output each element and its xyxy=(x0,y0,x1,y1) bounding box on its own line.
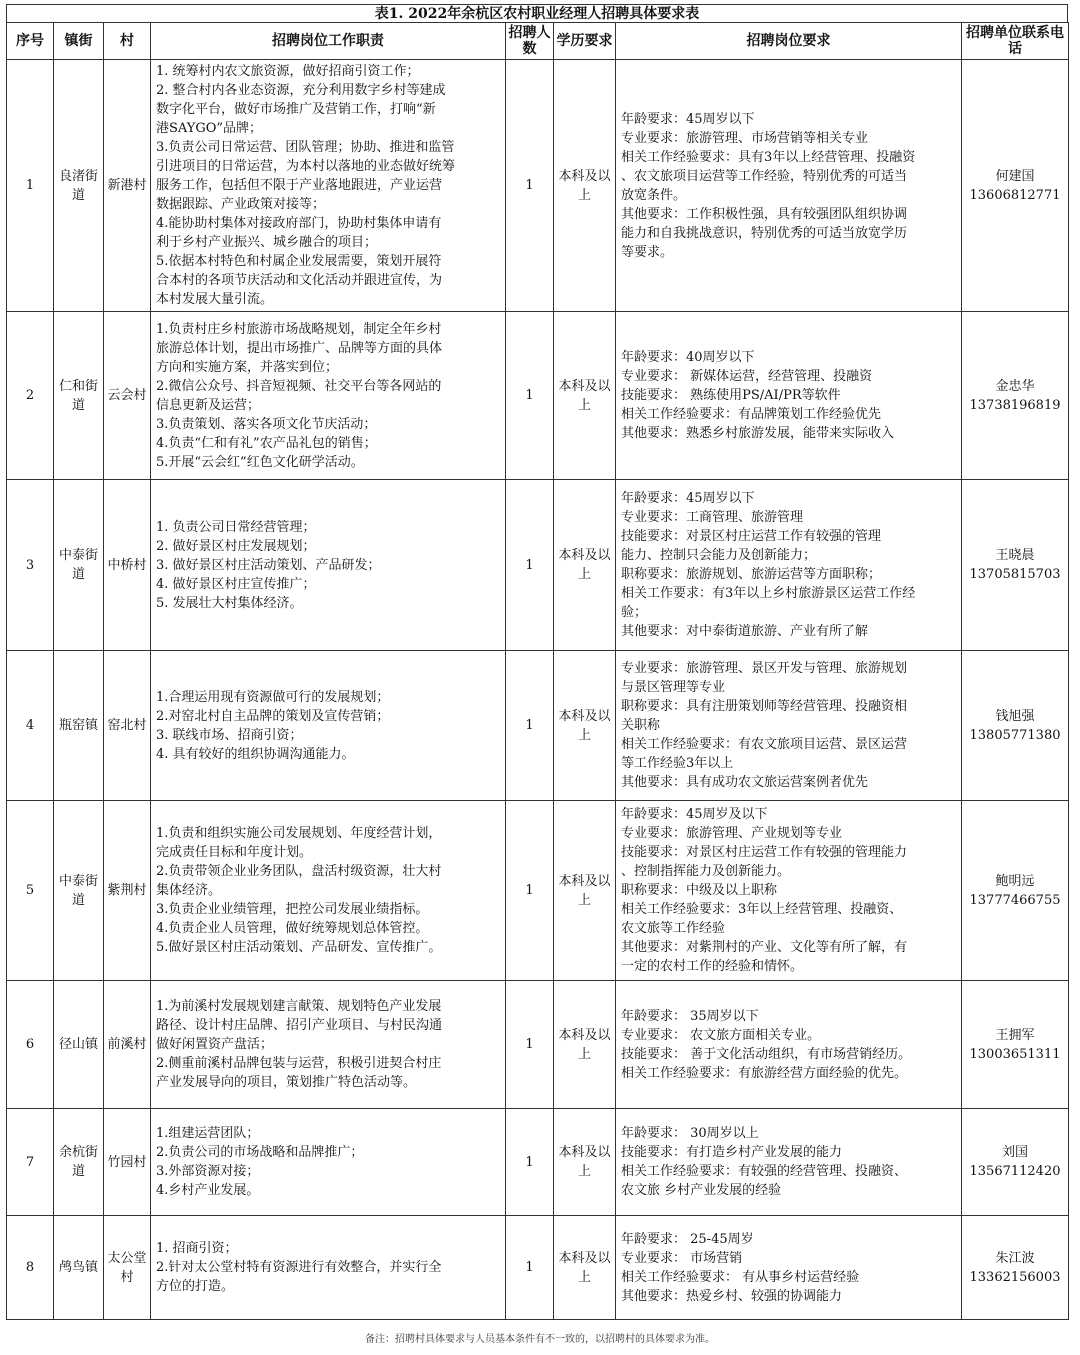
duty-line: 1. 招商引资； xyxy=(156,1241,238,1256)
duty-line: 2.负责公司的市场战略和品牌推广； xyxy=(156,1145,364,1160)
duty-line: 利于乡村产业振兴、城乡融合的项目； xyxy=(156,235,378,250)
duty-line: 数字化平台，做好市场推广及营销工作，打响“新 xyxy=(156,102,436,117)
requirement-line: 专业要求：旅游管理、景区开发与管理、旅游规划 xyxy=(621,661,908,676)
duty-line: 旅游总体计划，提出市场推广、品牌等方面的具体 xyxy=(156,340,443,356)
cell-village: 紫荆村 xyxy=(104,801,151,981)
duty-line: 2. 整合村内各业态资源，充分利用数字乡村等建成 xyxy=(156,83,446,98)
header-contact: 招聘单位联系电话 xyxy=(962,23,1069,60)
cell-contact xyxy=(962,981,1069,1109)
cell-duties xyxy=(151,312,506,480)
duty-line: 4.负责企业人员管理，做好统筹规划总体管控。 xyxy=(156,921,429,936)
duty-line: 3. 做好景区村庄活动策划、产品研发； xyxy=(156,557,381,573)
duty-line: 1.为前溪村发展规划建言献策、规划特色产业发展 xyxy=(156,999,442,1014)
cell-village: 窑北村 xyxy=(104,651,151,801)
requirement-line: 年龄要求： 25-45周岁 xyxy=(621,1231,754,1247)
cell-requirements xyxy=(616,1216,962,1320)
requirement-line: 技能要求：对景区村庄运营工作有较强的管理 xyxy=(621,529,882,544)
requirement-line: 相关工作经验要求：3年以上经营管理、投融资、 xyxy=(621,902,903,917)
cell-contact xyxy=(962,60,1069,312)
cell-town: 良渚街道 xyxy=(54,60,104,312)
requirement-line: 等要求。 xyxy=(621,244,674,260)
cell-no: 4 xyxy=(7,651,54,801)
duty-line: 2.对窑北村自主品牌的策划及宣传营销； xyxy=(156,708,390,724)
cell-village: 竹园村 xyxy=(104,1109,151,1216)
cell-edu: 本科及以上 xyxy=(554,60,616,312)
cell-town: 余杭街道 xyxy=(54,1109,104,1216)
cell-village: 新港村 xyxy=(104,60,151,312)
contact-name: 刘国 xyxy=(1001,1145,1028,1160)
duty-line: 集体经济。 xyxy=(156,883,222,898)
requirement-line: 技能要求： 善于文化活动组织，有市场营销经历。 xyxy=(621,1046,912,1062)
cell-count: 1 xyxy=(506,801,554,981)
cell-no: 3 xyxy=(7,480,54,651)
cell-contact xyxy=(962,651,1069,801)
requirement-line: 等工作经验3年以上 xyxy=(621,756,734,771)
requirement-line: 放宽条件。 xyxy=(621,187,687,203)
duty-line: 产业发展导向的项目，策划推广特色活动等。 xyxy=(156,1075,417,1090)
cell-edu: 本科及以上 xyxy=(554,651,616,801)
requirement-line: 其他要求：对紫荆村的产业、文化等有所了解，有 xyxy=(621,940,908,955)
duty-line: 3. 联线市场、招商引资； xyxy=(156,727,303,743)
duty-line: 引进项目的日常运营，为本村以落地的业态做好统筹 xyxy=(156,159,456,174)
requirement-line: 其他要求：具有成功农文旅运营案例者优先 xyxy=(621,775,869,790)
table-row xyxy=(7,981,1069,1109)
cell-no: 5 xyxy=(7,801,54,981)
duty-line: 完成责任目标和年度计划。 xyxy=(156,845,313,860)
cell-count: 1 xyxy=(506,60,554,312)
requirement-line: 相关工作经验要求：有旅游经营方面经验的优先。 xyxy=(621,1065,908,1081)
requirement-line: 技能要求： 熟练使用PS/AI/PR等软件 xyxy=(621,388,841,403)
duty-line: 数据跟踪、产业政策对接等； xyxy=(156,197,326,212)
duty-line: 3.外部资源对接； xyxy=(156,1164,260,1179)
header-edu: 学历要求 xyxy=(554,23,616,60)
duty-line: 5.依据本村特色和村属企业发展需要，策划开展符 xyxy=(156,254,442,269)
requirement-line: 年龄要求： 35周岁以下 xyxy=(621,1008,759,1024)
duty-line: 2.针对太公堂村特有资源进行有效整合，并实行全 xyxy=(156,1260,442,1275)
cell-requirements xyxy=(616,312,962,480)
cell-village: 太公堂村 xyxy=(104,1216,151,1320)
requirement-line: 、农文旅项目运营等工作经验，特别优秀的可适当 xyxy=(621,168,908,184)
cell-edu: 本科及以上 xyxy=(554,312,616,480)
contact-phone: 13567112420 xyxy=(969,1164,1061,1179)
duty-line: 服务工作，包括但不限于产业落地跟进，产业运营 xyxy=(156,178,443,193)
cell-duties xyxy=(151,981,506,1109)
contact-name: 金忠华 xyxy=(995,378,1035,394)
table-row xyxy=(7,801,1069,981)
duty-line: 1.合理运用现有资源做可行的发展规划； xyxy=(156,689,390,705)
requirement-line: 专业要求：工商管理、旅游管理 xyxy=(621,510,804,525)
duty-line: 2. 做好景区村庄发展规划； xyxy=(156,538,316,554)
duty-line: 做好闲置资产盘活； xyxy=(156,1037,274,1052)
requirement-line: 与景区管理等专业 xyxy=(621,680,726,695)
cell-duties xyxy=(151,480,506,651)
duty-line: 1.负责和组织实施公司发展规划、年度经营计划， xyxy=(156,826,442,841)
requirement-line: 专业要求： 新媒体运营，经营管理、投融资 xyxy=(621,369,873,384)
header-duty: 招聘岗位工作职责 xyxy=(151,23,506,60)
contact-name: 王晓晨 xyxy=(995,548,1035,563)
requirement-line: 职称要求：中级及以上职称 xyxy=(621,883,778,898)
requirement-line: 农文旅等工作经验 xyxy=(621,921,726,936)
contact-name: 鲍明远 xyxy=(995,873,1035,889)
duty-line: 3.负责企业业绩管理，把控公司发展业绩指标。 xyxy=(156,902,429,917)
requirement-line: 技能要求：对景区村庄运营工作有较强的管理能力 xyxy=(621,845,908,860)
requirement-line: 一定的农村工作的经验和情怀。 xyxy=(621,959,804,974)
contact-name: 何建国 xyxy=(995,168,1035,184)
table-row xyxy=(7,1216,1069,1320)
table-title: 表1. 2022年余杭区农村职业经理人招聘具体要求表 xyxy=(6,4,1068,22)
duty-line: 合本村的各项节庆活动和文化活动并跟进宣传，为 xyxy=(156,273,443,288)
duty-line: 方向和实施方案，并落实到位； xyxy=(156,359,339,375)
contact-phone: 13362156003 xyxy=(969,1269,1061,1285)
cell-no: 6 xyxy=(7,981,54,1109)
cell-contact xyxy=(962,1216,1069,1320)
contact-name: 王拥军 xyxy=(995,1027,1035,1043)
duty-line: 4.乡村产业发展。 xyxy=(156,1183,260,1198)
duty-line: 3.负责策划、落实各项文化节庆活动； xyxy=(156,416,377,432)
contact-name: 钱旭强 xyxy=(995,708,1035,724)
requirement-line: 技能要求：有打造乡村产业发展的能力 xyxy=(621,1145,843,1160)
cell-town: 中泰街道 xyxy=(54,801,104,981)
cell-duties xyxy=(151,1109,506,1216)
header-town: 镇街 xyxy=(54,23,104,60)
duty-line: 5.做好景区村庄活动策划、产品研发、宣传推广。 xyxy=(156,940,442,955)
cell-no: 2 xyxy=(7,312,54,480)
contact-phone: 13805771380 xyxy=(969,727,1061,743)
cell-requirements xyxy=(616,1109,962,1216)
duty-line: 1.组建运营团队； xyxy=(156,1126,260,1141)
requirement-line: 相关工作经验要求：具有3年以上经营管理、投融资 xyxy=(621,149,916,165)
cell-edu: 本科及以上 xyxy=(554,1109,616,1216)
duty-line: 路径、设计村庄品牌、招引产业项目、与村民沟通 xyxy=(156,1018,443,1033)
requirement-line: 相关工作要求：有3年以上乡村旅游景区运营工作经 xyxy=(621,586,916,601)
cell-contact xyxy=(962,480,1069,651)
table-row xyxy=(7,60,1069,312)
duty-line: 1. 负责公司日常经营管理； xyxy=(156,519,316,535)
cell-duties xyxy=(151,1216,506,1320)
duty-line: 2.负责带领企业业务团队，盘活村级资源，壮大村 xyxy=(156,864,442,879)
table-row xyxy=(7,312,1069,480)
cell-requirements xyxy=(616,801,962,981)
table-row xyxy=(7,651,1069,801)
requirement-line: 其他要求：对中泰街道旅游、产业有所了解 xyxy=(621,624,869,639)
duty-line: 方位的打造。 xyxy=(156,1279,235,1294)
cell-no: 7 xyxy=(7,1109,54,1216)
duty-line: 2.侧重前溪村品牌包装与运营，积极引进契合村庄 xyxy=(156,1056,442,1071)
requirement-line: 年龄要求：45周岁以下 xyxy=(621,491,755,506)
contact-phone: 13705815703 xyxy=(969,567,1061,582)
cell-no: 1 xyxy=(7,60,54,312)
duty-line: 1.负责村庄乡村旅游市场战略规划，制定全年乡村 xyxy=(156,321,442,337)
requirement-line: 其他要求：熟悉乡村旅游发展，能带来实际收入 xyxy=(621,426,895,441)
duty-line: 4.能协助村集体对接政府部门，协助村集体申请有 xyxy=(156,216,442,231)
requirement-line: 专业要求：旅游管理、市场营销等相关专业 xyxy=(621,130,869,146)
cell-contact xyxy=(962,801,1069,981)
cell-town: 鸬鸟镇 xyxy=(54,1216,104,1320)
duty-line: 1. 统筹村内农文旅资源，做好招商引资工作； xyxy=(156,64,420,79)
header-village: 村 xyxy=(104,23,151,60)
requirement-line: 年龄要求：40周岁以下 xyxy=(621,350,755,365)
requirement-line: 专业要求：旅游管理、产业规划等专业 xyxy=(621,826,843,841)
contact-phone: 13606812771 xyxy=(969,187,1061,203)
cell-requirements xyxy=(616,981,962,1109)
cell-count: 1 xyxy=(506,1109,554,1216)
duty-line: 信息更新及运营； xyxy=(156,397,261,413)
cell-requirements xyxy=(616,480,962,651)
cell-duties xyxy=(151,651,506,801)
requirement-line: 职称要求：具有注册策划师等经营管理、投融资相 xyxy=(621,699,908,714)
cell-duties xyxy=(151,60,506,312)
contact-name: 朱江波 xyxy=(995,1250,1035,1266)
duty-line: 本村发展大量引流。 xyxy=(156,292,274,307)
duty-line: 4.负责“仁和有礼”农产品礼包的销售； xyxy=(156,435,377,451)
requirement-line: 验； xyxy=(621,605,648,620)
footnote: 备注：招聘村具体要求与人员基本条件有不一致的，以招聘村的具体要求为准。 xyxy=(365,1334,715,1345)
requirement-line: 能力、控制只会能力及创新能力； xyxy=(621,548,817,563)
cell-village: 中桥村 xyxy=(104,480,151,651)
cell-edu: 本科及以上 xyxy=(554,1216,616,1320)
cell-count: 1 xyxy=(506,981,554,1109)
cell-village: 前溪村 xyxy=(104,981,151,1109)
duty-line: 2.微信公众号、抖音短视频、社交平台等各网站的 xyxy=(156,378,442,394)
requirement-line: 农文旅 乡村产业发展的经验 xyxy=(621,1183,782,1198)
contact-phone: 13738196819 xyxy=(969,397,1061,413)
requirement-line: 其他要求：工作积极性强，具有较强团队组织协调 xyxy=(621,206,908,222)
cell-count: 1 xyxy=(506,651,554,801)
table-row xyxy=(7,480,1069,651)
duty-line: 5. 发展壮大村集体经济。 xyxy=(156,595,303,611)
cell-count: 1 xyxy=(506,312,554,480)
cell-count: 1 xyxy=(506,1216,554,1320)
requirement-line: 专业要求： 农文旅方面相关专业。 xyxy=(621,1027,821,1043)
cell-village: 云会村 xyxy=(104,312,151,480)
cell-town: 径山镇 xyxy=(54,981,104,1109)
duty-line: 4. 具有较好的组织协调沟通能力。 xyxy=(156,746,355,762)
requirement-line: 相关工作经验要求： 有从事乡村运营经验 xyxy=(621,1269,860,1285)
table-row xyxy=(7,1109,1069,1216)
cell-contact xyxy=(962,1109,1069,1216)
cell-contact xyxy=(962,312,1069,480)
requirement-line: 能力和自我挑战意识，特别优秀的可适当放宽学历 xyxy=(621,225,908,241)
requirement-line: 相关工作经验要求：有农文旅项目运营、景区运营 xyxy=(621,737,908,752)
cell-town: 瓶窑镇 xyxy=(54,651,104,801)
header-row xyxy=(7,23,1069,60)
requirement-line: 专业要求： 市场营销 xyxy=(621,1250,743,1266)
header-req: 招聘岗位要求 xyxy=(616,23,962,60)
requirement-line: 相关工作经验要求：有较强的经营管理、投融资、 xyxy=(621,1164,908,1179)
contact-phone: 13003651311 xyxy=(969,1046,1061,1062)
requirement-line: 其他要求：热爱乡村、较强的协调能力 xyxy=(621,1288,843,1304)
cell-edu: 本科及以上 xyxy=(554,981,616,1109)
requirement-line: 职称要求：旅游规划、旅游运营等方面职称； xyxy=(621,567,882,582)
cell-town: 中泰街道 xyxy=(54,480,104,651)
cell-edu: 本科及以上 xyxy=(554,480,616,651)
cell-town: 仁和街道 xyxy=(54,312,104,480)
cell-requirements xyxy=(616,60,962,312)
header-count: 招聘人数 xyxy=(506,23,554,60)
cell-duties xyxy=(151,801,506,981)
cell-count: 1 xyxy=(506,480,554,651)
cell-requirements xyxy=(616,651,962,801)
duty-line: 4. 做好景区村庄宣传推广； xyxy=(156,576,316,592)
requirement-line: 年龄要求：45周岁以下 xyxy=(621,111,755,127)
cell-no: 8 xyxy=(7,1216,54,1320)
requirement-line: 年龄要求：45周岁及以下 xyxy=(621,807,768,822)
requirement-line: 、控制指挥能力及创新能力。 xyxy=(621,864,791,879)
cell-edu: 本科及以上 xyxy=(554,801,616,981)
requirement-line: 相关工作经验要求：有品牌策划工作经验优先 xyxy=(621,407,882,422)
contact-phone: 13777466755 xyxy=(969,892,1061,908)
duty-line: 港SAYGO”品牌； xyxy=(156,121,263,136)
recruitment-table xyxy=(6,22,1069,1320)
requirement-line: 关职称 xyxy=(621,718,661,733)
header-no: 序号 xyxy=(7,23,54,60)
requirement-line: 年龄要求： 30周岁以上 xyxy=(621,1126,759,1141)
duty-line: 3.负责公司日常运营、团队管理；协助、推进和监管 xyxy=(156,140,455,155)
duty-line: 5.开展“云会红”红色文化研学活动。 xyxy=(156,454,364,470)
